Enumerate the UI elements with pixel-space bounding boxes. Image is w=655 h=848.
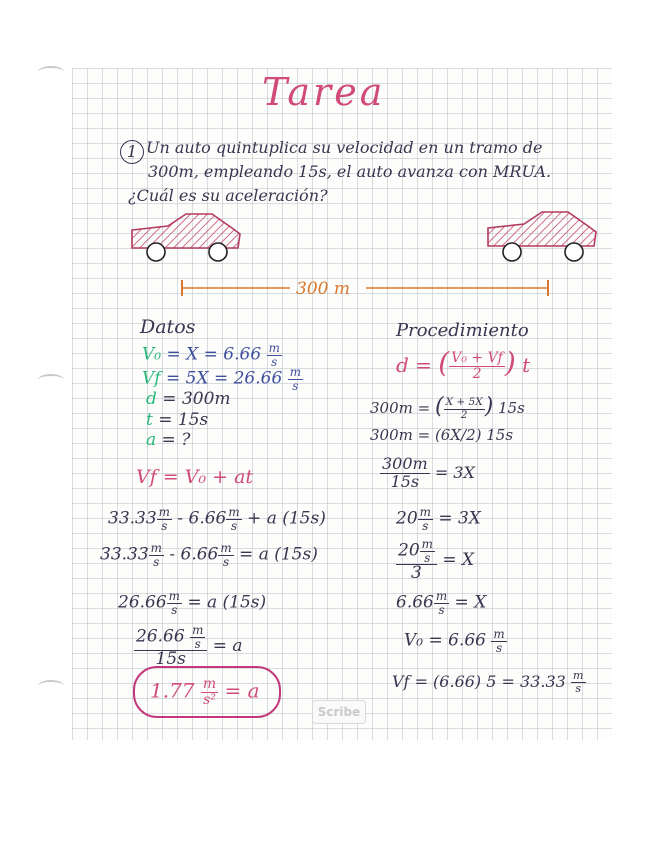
dato-a: a = ?: [146, 430, 191, 450]
dato-d: d = 300m: [146, 389, 231, 409]
problem-number: 1: [120, 138, 144, 164]
binder-hole: [38, 66, 64, 78]
problem-line-2: 300m, empleando 15s, el auto avanza con MRUA.: [148, 162, 552, 181]
solve-step-1: 33.33 $\frac{m}{s}$ - 6.66 $\frac{m}{s}$ + a (15s): [108, 505, 326, 533]
solve-step-3: 26.66 $\frac{m}{s}$ = a (15s): [118, 589, 267, 617]
problem-line-1: Un auto quintuplica su velocidad en un tramo de: [146, 138, 543, 157]
binder-hole: [38, 374, 64, 386]
proc-step-3: $\frac{300m}{15s}$ = 3X: [382, 454, 475, 491]
binder-hole: [38, 680, 64, 692]
mrua-formula: Vf = V₀ + at: [136, 466, 254, 488]
datos-heading: Datos: [140, 316, 196, 338]
distance-line: [180, 276, 552, 300]
result-acceleration: 1.77 $\frac{m}{\text{s²}}$ = a: [150, 676, 260, 708]
proc-step-5: 20 $\frac{m}{s}$ 3 = X: [398, 537, 475, 583]
procedimiento-heading: Procedimiento: [396, 320, 529, 341]
dato-v0: V₀ = X = 6.66 $\frac{m}{s}$: [142, 341, 280, 369]
solve-step-4: 26.66 $\frac{m}{s}$ 15s = a: [136, 623, 243, 669]
car-icon: [484, 204, 602, 268]
proc-step-4: 20 $\frac{m}{s}$ = 3X: [396, 505, 481, 533]
proc-step-2: 300m = (6X/2) 15s: [370, 426, 514, 444]
car-icon: [128, 208, 246, 268]
proc-step-7: V₀ = 6.66 $\frac{m}{s}$: [404, 627, 505, 655]
scribe-watermark: Scribe: [312, 700, 366, 724]
page-title: Tarea: [262, 70, 386, 114]
proc-step-6: 6.66 $\frac{m}{s}$ = X: [396, 589, 487, 617]
proc-step-8: Vf = (6.66) 5 = 33.33 $\frac{m}{s}$: [392, 669, 584, 695]
problem-line-3: ¿Cuál es su aceleración?: [128, 186, 328, 205]
dato-vf: Vf = 5X = 26.66 $\frac{m}{s}$: [142, 365, 301, 393]
dato-t: t = 15s: [146, 410, 209, 430]
distance-formula: d = ( $\frac{\text{V₀ + Vf}}{2}$ ) t: [396, 346, 531, 382]
solve-step-2: 33.33 $\frac{m}{s}$ - 6.66 $\frac{m}{s}$ = a (15s): [100, 541, 318, 569]
distance-label: 300 m: [296, 279, 350, 299]
proc-step-1: 300m = ( $\frac{X + 5X}{2}$ ) 15s: [370, 394, 525, 421]
